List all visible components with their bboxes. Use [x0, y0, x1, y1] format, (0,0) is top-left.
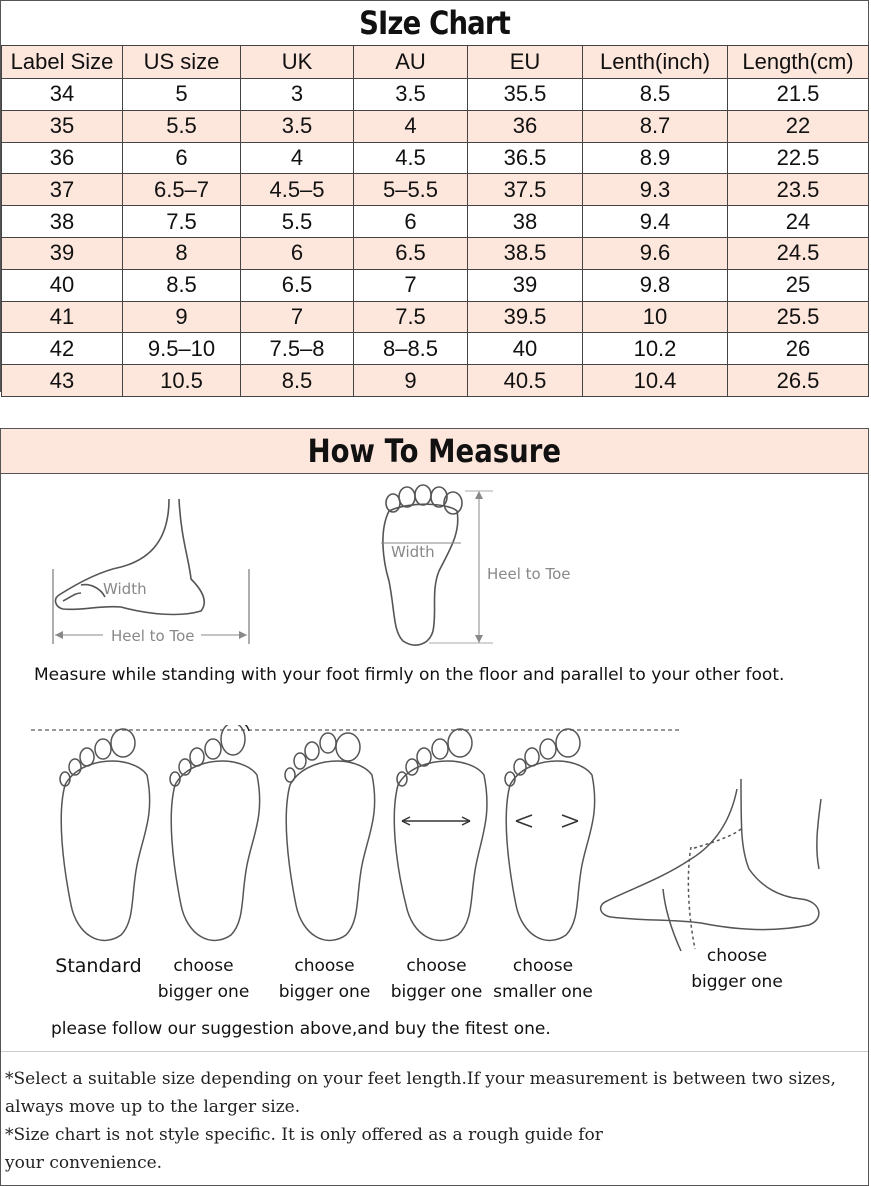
foot-comparison-illustrations — [41, 725, 601, 955]
table-cell: 38 — [2, 206, 123, 238]
how-to-measure-title: How To Measure — [307, 432, 562, 470]
table-cell: 6.5–7 — [123, 174, 241, 206]
table-row — [2, 269, 869, 301]
table-cell: 7.5 — [354, 301, 468, 333]
size-chart — [0, 0, 869, 392]
caption-line1: choose — [294, 956, 355, 976]
table-cell: 39 — [2, 237, 123, 269]
table-cell: 34 — [2, 79, 123, 111]
table-row — [2, 206, 869, 238]
table-cell: 9.6 — [583, 237, 728, 269]
table-cell: 39.5 — [468, 301, 583, 333]
caption-comparison-6 — [677, 943, 797, 995]
caption-line2: smaller one — [493, 982, 593, 1002]
notes-divider — [1, 1051, 868, 1052]
table-cell: 4.5 — [354, 142, 468, 174]
table-cell: 38 — [468, 206, 583, 238]
table-cell: 10 — [583, 301, 728, 333]
table-cell: 37.5 — [468, 174, 583, 206]
table-row — [2, 301, 869, 333]
table-row — [2, 110, 869, 142]
sole-width-label: Width — [391, 543, 435, 561]
narrow-foot-icon — [505, 729, 595, 940]
table-cell: 43 — [2, 365, 123, 397]
table-cell: 4 — [354, 110, 468, 142]
column-header: AU — [354, 46, 468, 79]
table-cell: 9.3 — [583, 174, 728, 206]
column-header: Label Size — [2, 46, 123, 79]
table-cell: 22 — [728, 110, 869, 142]
table-cell: 6 — [241, 237, 354, 269]
table-cell: 36 — [2, 142, 123, 174]
table-cell: 6.5 — [354, 237, 468, 269]
table-cell: 9.5–10 — [123, 333, 241, 365]
caption-line1: choose — [173, 956, 234, 976]
table-cell: 8.5 — [583, 79, 728, 111]
table-cell: 10.4 — [583, 365, 728, 397]
table-cell: 8.5 — [241, 365, 354, 397]
table-cell: 25.5 — [728, 301, 869, 333]
table-cell: 7 — [354, 269, 468, 301]
sole-length-label: Heel to Toe — [487, 565, 571, 583]
table-cell: 26.5 — [728, 365, 869, 397]
column-header: US size — [123, 46, 241, 79]
table-cell: 40.5 — [468, 365, 583, 397]
table-cell: 6 — [123, 142, 241, 174]
table-cell: 23.5 — [728, 174, 869, 206]
caption-comparison-5 — [483, 953, 603, 1005]
side-length-label: Heel to Toe — [111, 627, 195, 645]
table-cell: 7 — [241, 301, 354, 333]
table-cell: 35.5 — [468, 79, 583, 111]
side-foot-illustration — [41, 489, 271, 649]
sole-foot-illustration — [369, 481, 599, 651]
table-cell: 41 — [2, 301, 123, 333]
caption-comparison-2 — [146, 953, 261, 1005]
caption-line2: bigger one — [691, 972, 783, 992]
table-row — [2, 333, 869, 365]
table-cell: 8–8.5 — [354, 333, 468, 365]
table-header-row — [2, 46, 869, 79]
table-cell: 4 — [241, 142, 354, 174]
table-cell: 10.5 — [123, 365, 241, 397]
table-cell: 9.8 — [583, 269, 728, 301]
side-width-label: Width — [103, 580, 147, 598]
table-row — [2, 174, 869, 206]
standard-foot-icon — [60, 729, 150, 940]
caption-line2: bigger one — [278, 982, 371, 1002]
note-line-2: always move up to the larger size. — [5, 1097, 301, 1117]
table-cell: 25 — [728, 269, 869, 301]
table-body — [2, 79, 869, 397]
table-cell: 5.5 — [241, 206, 354, 238]
caption-standard — [41, 953, 156, 979]
table-cell: 38.5 — [468, 237, 583, 269]
suggestion-text: please follow our suggestion above,and buy the fitest one. — [51, 1019, 551, 1039]
caption-line1: choose — [406, 956, 467, 976]
column-header: Length(cm) — [728, 46, 869, 79]
wide-foot-icon — [394, 729, 487, 940]
table-row — [2, 365, 869, 397]
table-cell: 40 — [2, 269, 123, 301]
size-table — [1, 45, 869, 397]
note-line-1: *Select a suitable size depending on your feet length.If your measurement is between two sizes, — [5, 1069, 836, 1089]
table-cell: 40 — [468, 333, 583, 365]
note-line-3: *Size chart is not style specific. It is only offered as a rough guide for — [5, 1125, 603, 1145]
table-cell: 37 — [2, 174, 123, 206]
caption-line1: choose — [706, 946, 768, 966]
table-cell: 9 — [123, 301, 241, 333]
table-cell: 36 — [468, 110, 583, 142]
table-cell: 9 — [354, 365, 468, 397]
table-cell: 7.5–8 — [241, 333, 354, 365]
table-cell: 39 — [468, 269, 583, 301]
how-to-measure-header — [1, 429, 868, 474]
table-cell: 36.5 — [468, 142, 583, 174]
table-cell: 42 — [2, 333, 123, 365]
table-cell: 21.5 — [728, 79, 869, 111]
table-cell: 3 — [241, 79, 354, 111]
short-gap-foot-icon — [285, 733, 375, 940]
table-row — [2, 142, 869, 174]
instep-foot-illustration — [591, 769, 831, 959]
table-cell: 3.5 — [241, 110, 354, 142]
table-cell: 26 — [728, 333, 869, 365]
note-line-4: your convenience. — [5, 1153, 163, 1173]
caption-line1: choose — [512, 956, 574, 976]
column-header: Lenth(inch) — [583, 46, 728, 79]
table-cell: 22.5 — [728, 142, 869, 174]
table-cell: 24 — [728, 206, 869, 238]
table-cell: 3.5 — [354, 79, 468, 111]
column-header: EU — [468, 46, 583, 79]
column-header: UK — [241, 46, 354, 79]
how-to-measure-section — [0, 428, 869, 1186]
standing-instruction: Measure while standing with your foot firmly on the floor and parallel to your other foot. — [34, 665, 785, 685]
table-cell: 8.5 — [123, 269, 241, 301]
table-cell: 10.2 — [583, 333, 728, 365]
size-chart-title: SIze Chart — [359, 4, 510, 42]
table-cell: 5.5 — [123, 110, 241, 142]
table-cell: 8.9 — [583, 142, 728, 174]
instep-foot-outline-icon — [601, 779, 821, 951]
caption-line2: bigger one — [157, 982, 250, 1002]
table-cell: 35 — [2, 110, 123, 142]
caption-standard-line1: Standard — [55, 955, 142, 977]
table-cell: 4.5–5 — [241, 174, 354, 206]
table-row — [2, 79, 869, 111]
caption-line2: bigger one — [390, 982, 483, 1002]
table-cell: 8.7 — [583, 110, 728, 142]
table-cell: 5 — [123, 79, 241, 111]
table-cell: 8 — [123, 237, 241, 269]
caption-comparison-4 — [379, 953, 494, 1005]
table-row — [2, 237, 869, 269]
table-cell: 7.5 — [123, 206, 241, 238]
table-cell: 6 — [354, 206, 468, 238]
sole-foot-outline-icon — [383, 485, 462, 645]
table-cell: 6.5 — [241, 269, 354, 301]
table-cell: 5–5.5 — [354, 174, 468, 206]
table-cell: 9.4 — [583, 206, 728, 238]
caption-comparison-3 — [267, 953, 382, 1005]
table-cell: 24.5 — [728, 237, 869, 269]
long-toe-foot-icon — [170, 725, 260, 940]
